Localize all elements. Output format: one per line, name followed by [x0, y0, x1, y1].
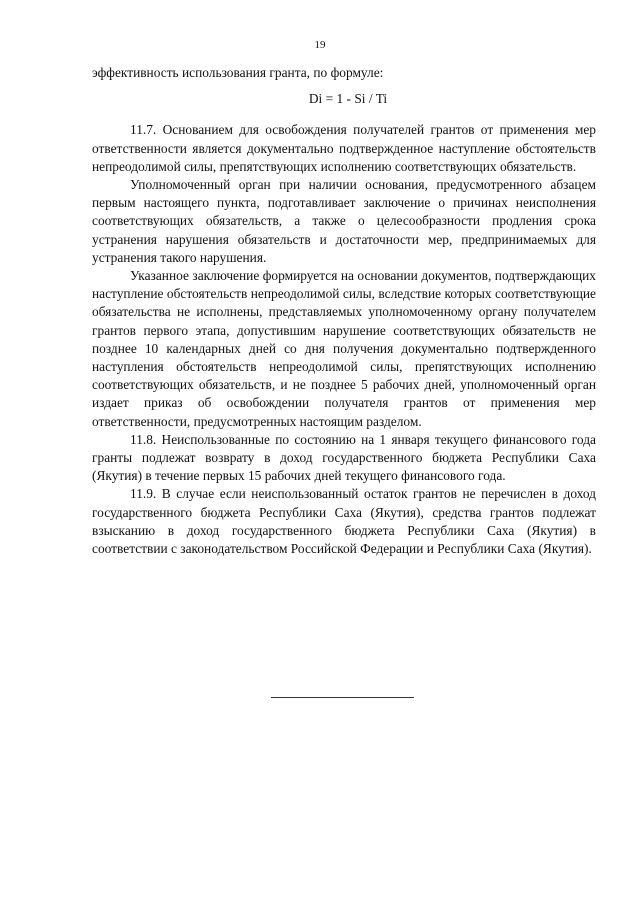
document-body — [92, 64, 596, 558]
paragraph-11-9: 11.9. В случае если неиспользованный остаток грантов не перечислен в доход государственного бюджета Республики Саха (Якутия), средства грантов подлежат взысканию в доход государственного бюджета Республики Саха (Якутия) в соответствии с законодательством Российской Федерации и Республики Саха (Якутия). — [92, 486, 596, 557]
continuation-line: эффективность использования гранта, по формуле: — [92, 65, 384, 80]
paragraph-11-8: 11.8. Неиспользованные по состоянию на 1 января текущего финансового года гранты подлежат возврату в доход государственного бюджета Республики Саха (Якутия) в течение первых 15 рабочих дней текущего финансового года. — [92, 431, 596, 484]
paragraph-conclusion: Указанное заключение формируется на основании документов, подтверждающих наступление обстоятельств непреодолимой силы, вследствие которых соответствующие обязательства не исполнены, представляемых уполномоченному органу получателем грантов первого этапа, допустившим нарушение соответствующих обязательств не позднее 10 календарных дней со дня получения документально подтвержденного наступления обстоятельств непреодолимой силы, препятствующих исполнению соответствующих обязательств, и не позднее 5 рабочих дней, уполномоченный орган издает приказ об освобождении получателя грантов от применения мер ответственности, предусмотренных настоящим разделом. — [92, 268, 596, 429]
end-separator-line — [271, 697, 414, 698]
formula: Di = 1 - Si / Ti — [308, 91, 388, 107]
page-number: 19 — [314, 39, 326, 51]
paragraph-11-7: 11.7. Основанием для освобождения получателей грантов от применения мер ответственности является документально подтвержденное наступление обстоятельств непреодолимой силы, препятствующих исполнению соответствующих обязательств. — [92, 122, 596, 174]
paragraph-authorized-body: Уполномоченный орган при наличии основания, предусмотренного абзацем первым настоящего пункта, подготавливает заключение о причинах неисполнения соответствующих обязательств, а также о целесообразности продления срока устранения нарушения обязательств и достаточности мер, предпринимаемых для устранения такого нарушения. — [92, 177, 596, 265]
